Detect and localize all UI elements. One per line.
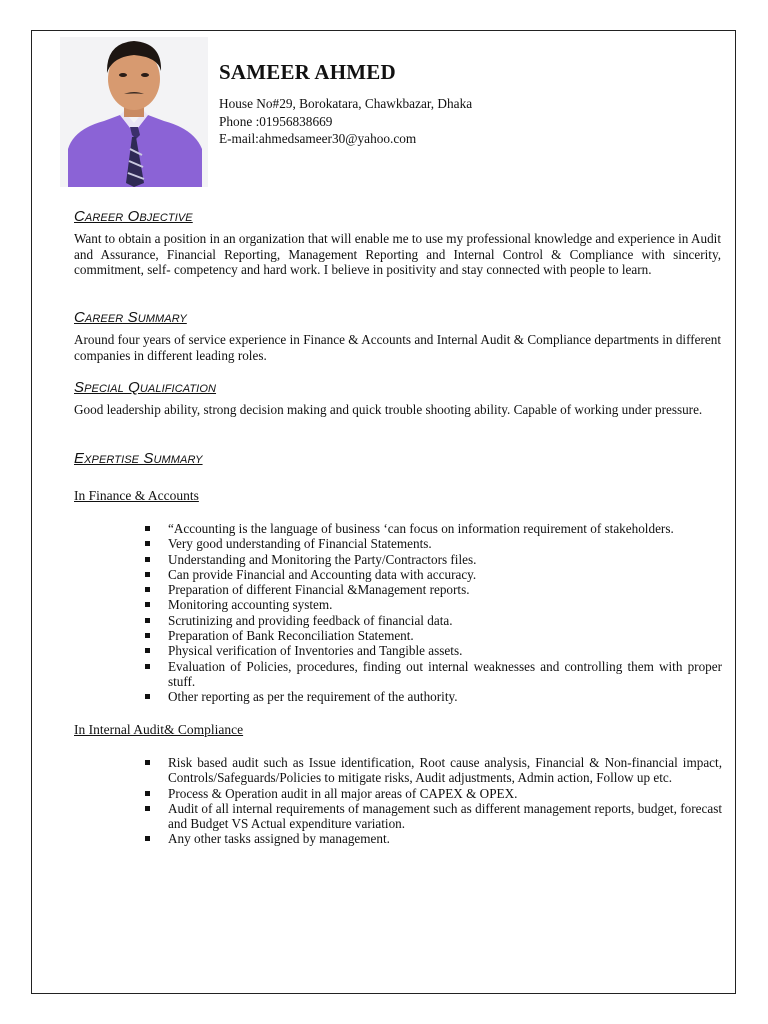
- career-summary-text: Around four years of service experience in Finance & Accounts and Internal Audit & Compliance departments in different companies in different leading roles.: [74, 332, 721, 363]
- special-qualification-text: Good leadership ability, strong decision making and quick trouble shooting ability. Capable of working under pressure.: [74, 402, 703, 417]
- list-item: Understanding and Monitoring the Party/Contractors files.: [168, 552, 722, 567]
- list-item: Very good understanding of Financial Statements.: [168, 536, 722, 551]
- list-item: Evaluation of Policies, procedures, finding out internal weaknesses and controlling them with proper stuff.: [168, 658, 722, 689]
- list-item: Physical verification of Inventories and Tangible assets.: [168, 643, 722, 658]
- address-line: House No#29, Borokatara, Chawkbazar, Dhaka: [219, 96, 473, 111]
- list-item: Preparation of Bank Reconciliation Statement.: [168, 628, 722, 643]
- list-item: Other reporting as per the requirement of the authority.: [168, 689, 722, 704]
- special-qualification-heading: Special Qualification: [74, 379, 217, 396]
- career-objective-heading: Career Objective: [74, 208, 193, 225]
- profile-photo: [60, 37, 208, 187]
- internal-audit-list: [168, 755, 722, 847]
- career-summary-heading: Career Summary: [74, 309, 187, 326]
- list-item: Scrutinizing and providing feedback of financial data.: [168, 613, 722, 628]
- email-line: E-mail:ahmedsameer30@yahoo.com: [219, 131, 417, 146]
- finance-accounts-subheading: In Finance & Accounts: [74, 488, 199, 503]
- expertise-summary-heading: Expertise Summary: [74, 450, 203, 467]
- list-item: Risk based audit such as Issue identification, Root cause analysis, Financial & Non-financial impact, Controls/Safeguards/Policies to mitigate risks, Audit adjustments, Admin action, Follow up etc.: [168, 755, 722, 786]
- list-item: Process & Operation audit in all major areas of CAPEX & OPEX.: [168, 786, 722, 801]
- list-item: Any other tasks assigned by management.: [168, 831, 722, 846]
- list-item: “Accounting is the language of business ‘can focus on information requirement of stakeholders.: [168, 521, 722, 536]
- list-item: Can provide Financial and Accounting data with accuracy.: [168, 567, 722, 582]
- career-objective-text: Want to obtain a position in an organization that will enable me to use my professional knowledge and experience in Audit and Assurance, Financial Reporting, Management Reporting and Internal Control & Compliance with sincerity, commitment, self- competency and hard work. I believe in positivity and stay connected with people to learn.: [74, 231, 721, 277]
- person-portrait-icon: [60, 37, 208, 187]
- list-item: Audit of all internal requirements of management such as different management reports, budget, forecast and Budget VS Actual expenditure variation.: [168, 800, 722, 832]
- internal-audit-subheading: In Internal Audit& Compliance: [74, 722, 244, 737]
- applicant-name: SAMEER AHMED: [219, 60, 396, 84]
- list-item: Preparation of different Financial &Management reports.: [168, 582, 722, 597]
- list-item: Monitoring accounting system.: [168, 597, 722, 612]
- finance-accounts-list: [168, 521, 722, 705]
- phone-line: Phone :01956838669: [219, 114, 333, 129]
